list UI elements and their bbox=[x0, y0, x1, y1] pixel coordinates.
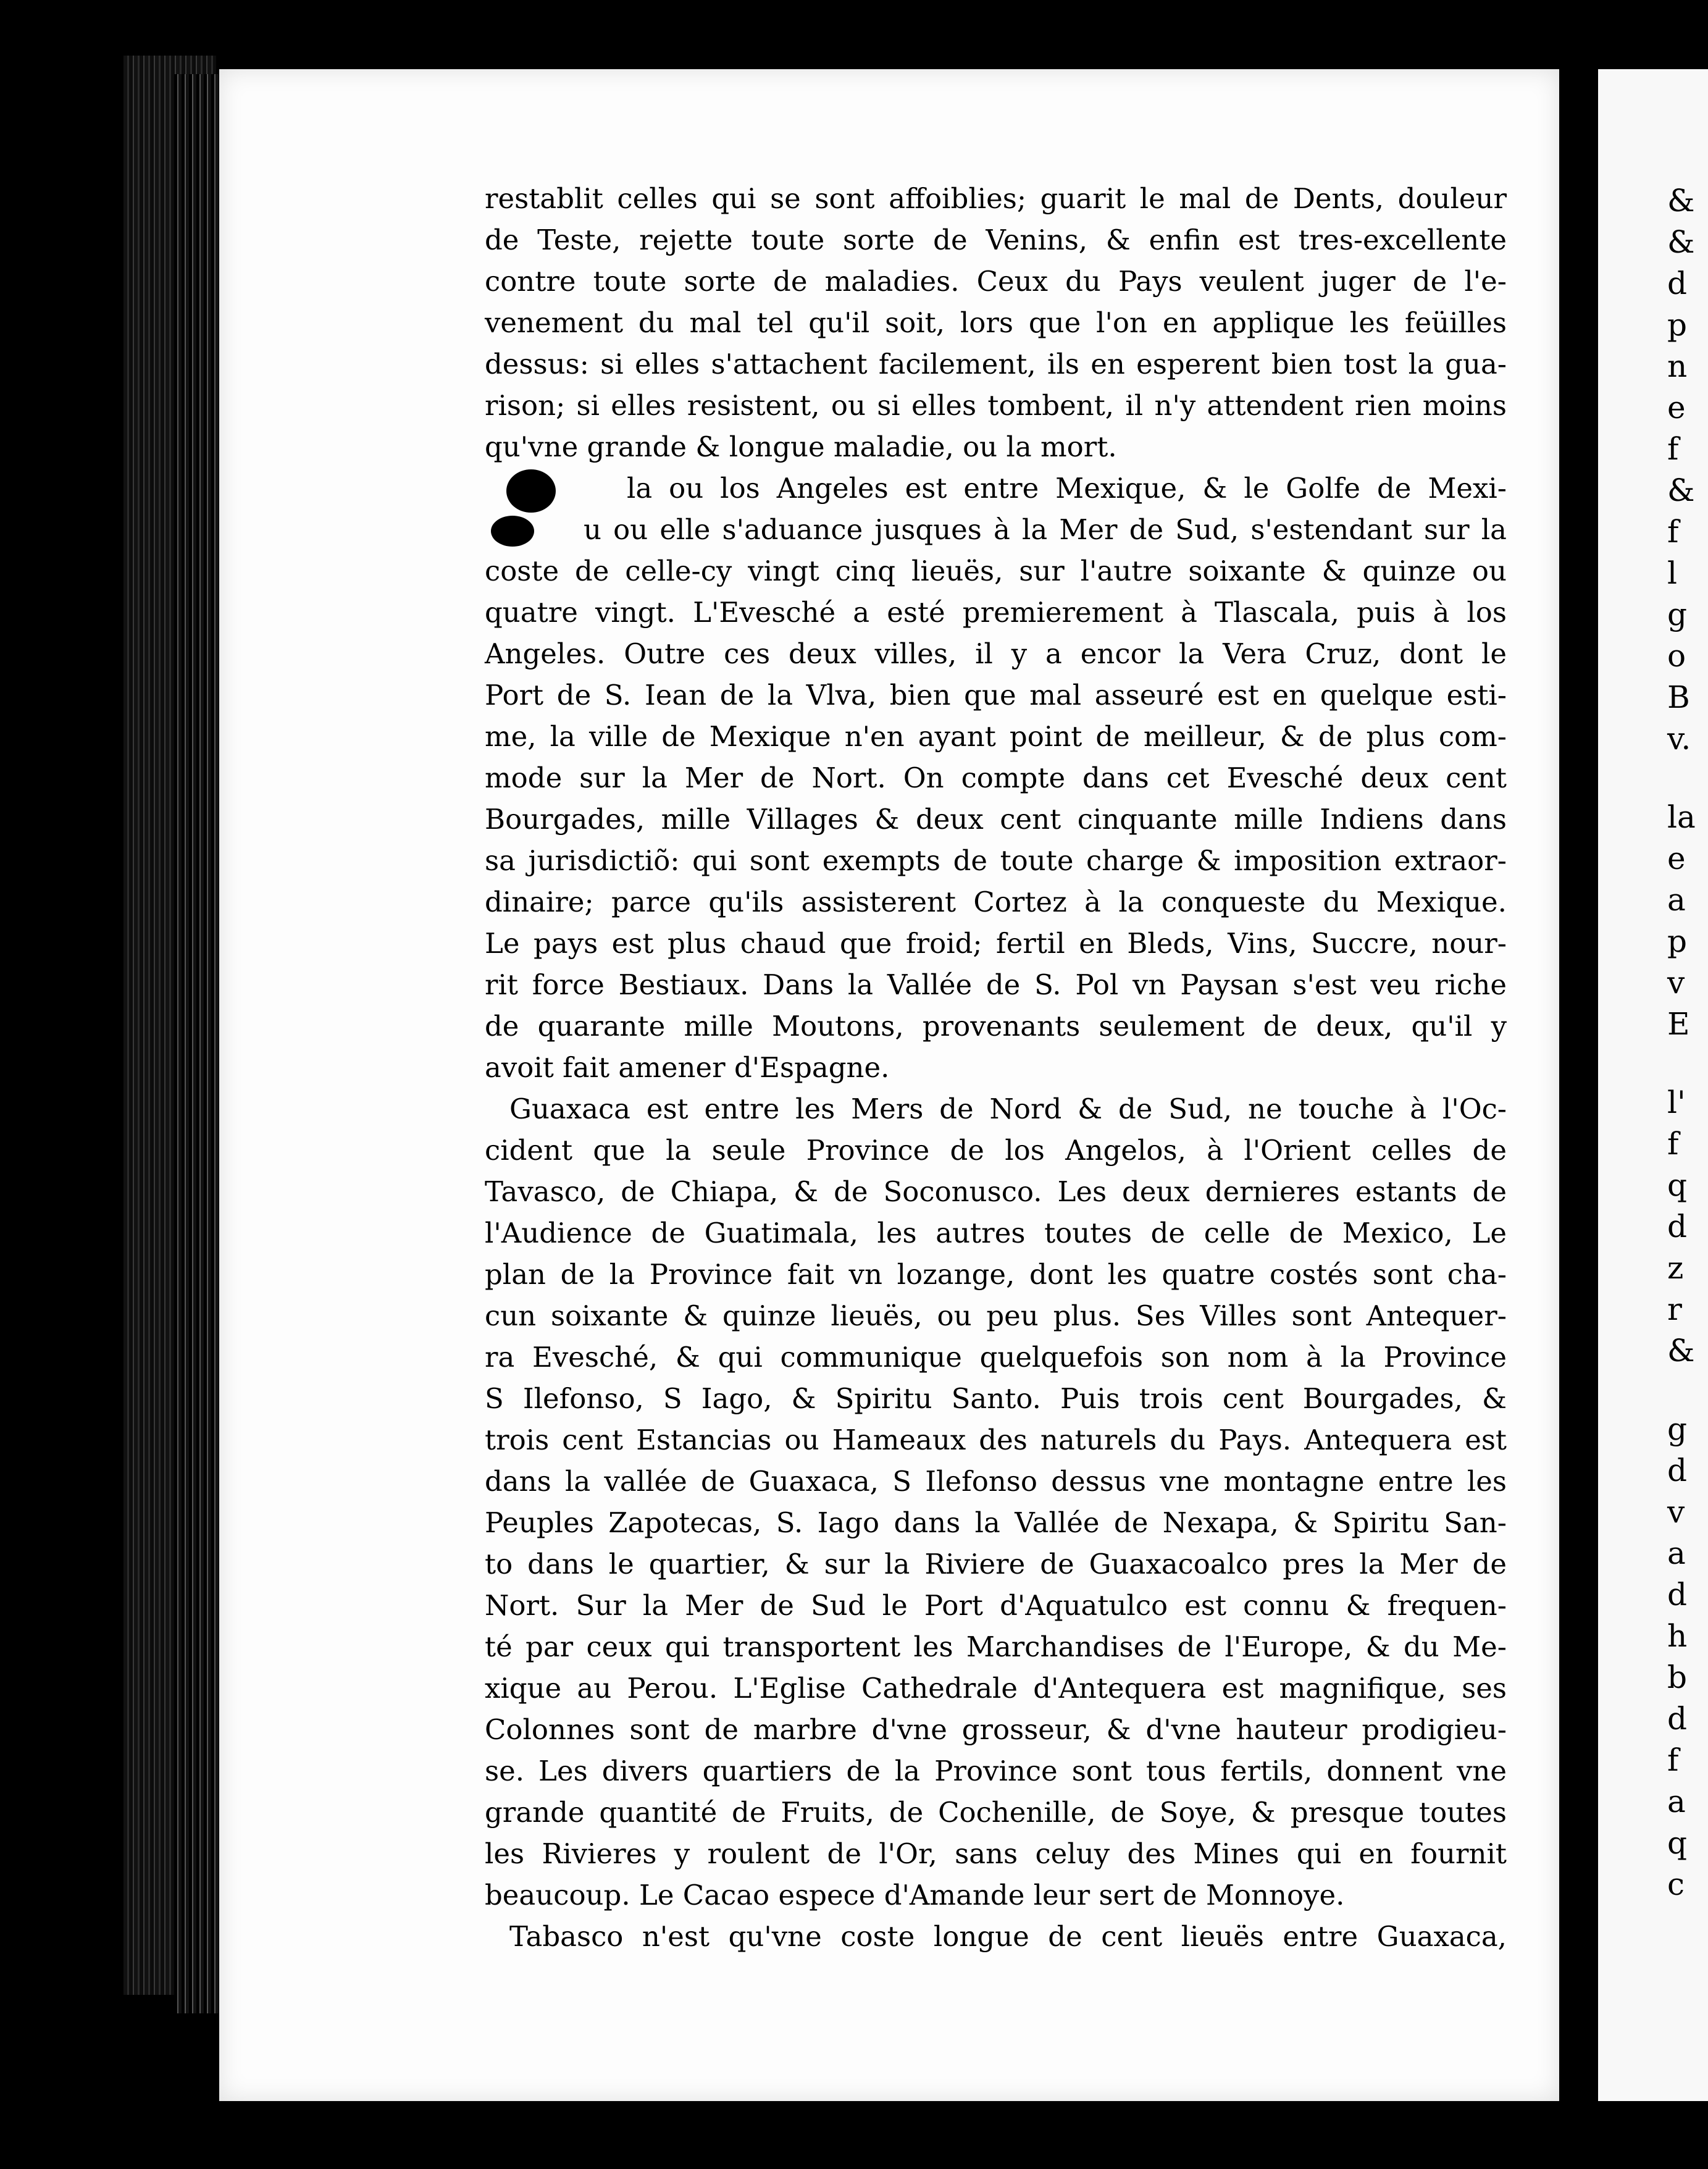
facing-page-fragment: q bbox=[1667, 1167, 1688, 1203]
facing-page-fragment: f bbox=[1667, 431, 1679, 467]
facing-page-fragment: a bbox=[1667, 882, 1686, 918]
text-line: Peuples Zapotecas, S. Iago dans la Vallée de Nexapa, & Spiritu San- bbox=[485, 1506, 1507, 1539]
facing-page-fragment: h bbox=[1667, 1618, 1688, 1654]
facing-page-fragment: l bbox=[1667, 555, 1677, 591]
text-line: qu'vne grande & longue maladie, ou la mort. bbox=[485, 430, 1117, 463]
facing-page-fragment: & bbox=[1667, 472, 1695, 508]
text-line: u ou elle s'aduance jusques à la Mer de Sud, s'estendant sur la bbox=[584, 513, 1507, 546]
facing-page-fragment: e bbox=[1667, 841, 1686, 876]
facing-page-fragment: & bbox=[1667, 1333, 1695, 1369]
text-line: Colonnes sont de marbre d'vne grosseur, & d'vne hauteur prodigieu- bbox=[485, 1713, 1507, 1746]
facing-page-fragment: p bbox=[1667, 923, 1688, 959]
text-line: Tabasco n'est qu'vne coste longue de cent lieuës entre Guaxaca, bbox=[509, 1920, 1507, 1953]
facing-page-fragment: g bbox=[1667, 597, 1688, 632]
text-line: dans la vallée de Guaxaca, S Ilefonso dessus vne montagne entre les bbox=[485, 1465, 1507, 1498]
facing-page-fragment: d bbox=[1667, 1701, 1688, 1737]
facing-page-fragment: v bbox=[1667, 1494, 1685, 1530]
text-line: coste de celle-cy vingt cinq lieuës, sur l'autre soixante & quinze ou bbox=[485, 555, 1507, 587]
text-line: Port de S. Iean de la Vlva, bien que mal asseuré est en quelque esti- bbox=[485, 679, 1507, 711]
text-line: plan de la Province fait vn lozange, dont les quatre costés sont cha- bbox=[485, 1258, 1507, 1291]
facing-page-fragment: & bbox=[1667, 183, 1695, 219]
facing-page-fragment: B bbox=[1667, 679, 1690, 715]
facing-page bbox=[1598, 69, 1708, 2101]
page-stack-edge bbox=[174, 74, 224, 2013]
text-line: ra Evesché, & qui communique quelquefois son nom à la Province bbox=[485, 1341, 1507, 1374]
facing-page-fragment: la bbox=[1667, 799, 1696, 835]
text-line: l'Audience de Guatimala, les autres toutes de celle de Mexico, Le bbox=[485, 1217, 1507, 1249]
text-line: les Rivieres y roulent de l'Or, sans celuy des Mines qui en fournit bbox=[485, 1837, 1507, 1870]
text-line: té par ceux qui transportent les Marchandises de l'Europe, & du Me- bbox=[485, 1630, 1507, 1663]
text-line: Guaxaca est entre les Mers de Nord & de Sud, ne touche à l'Oc- bbox=[509, 1093, 1507, 1125]
text-line: venement du mal tel qu'il soit, lors que l'on en applique les feüilles bbox=[485, 306, 1507, 339]
facing-page-fragment: n bbox=[1667, 348, 1688, 384]
facing-page-fragment: d bbox=[1667, 266, 1688, 301]
facing-page-fragment: r bbox=[1667, 1291, 1682, 1327]
facing-page-fragment: v. bbox=[1667, 721, 1691, 757]
text-line: cun soixante & quinze lieuës, ou peu plus. Ses Villes sont Antequer- bbox=[485, 1299, 1507, 1332]
facing-page-fragment: f bbox=[1667, 514, 1679, 550]
text-line: grande quantité de Fruits, de Cochenille, de Soye, & presque toutes bbox=[485, 1796, 1507, 1829]
text-line: quatre vingt. L'Evesché a esté premierement à Tlascala, puis à los bbox=[485, 596, 1507, 629]
text-line: to dans le quartier, & sur la Riviere de Guaxacoalco pres la Mer de bbox=[485, 1548, 1507, 1580]
facing-page-fragment: d bbox=[1667, 1209, 1688, 1244]
text-line: avoit fait amener d'Espagne. bbox=[485, 1051, 890, 1084]
text-line: rit force Bestiaux. Dans la Vallée de S. Pol vn Paysan s'est veu riche bbox=[485, 968, 1507, 1001]
facing-page-fragment: a bbox=[1667, 1535, 1686, 1571]
facing-page-fragment: a bbox=[1667, 1784, 1686, 1819]
text-line: dessus: si elles s'attachent facilement, ils en esperent bien tost la gua- bbox=[485, 348, 1507, 380]
text-line: Tavasco, de Chiapa, & de Soconusco. Les deux dernieres estants de bbox=[485, 1175, 1507, 1208]
facing-page-fragment: b bbox=[1667, 1659, 1688, 1695]
text-line: S Ilefonso, S Iago, & Spiritu Santo. Puis trois cent Bourgades, & bbox=[485, 1382, 1507, 1415]
body-text bbox=[485, 178, 1507, 1957]
text-line: trois cent Estancias ou Hameaux des naturels du Pays. Antequera est bbox=[485, 1424, 1507, 1456]
text-line: se. Les divers quartiers de la Province sont tous fertils, donnent vne bbox=[485, 1755, 1507, 1787]
text-line: contre toute sorte de maladies. Ceux du Pays veulent juger de l'e- bbox=[485, 265, 1507, 298]
facing-page-fragment: q bbox=[1667, 1825, 1688, 1861]
text-line: cident que la seule Province de los Angelos, à l'Orient celles de bbox=[485, 1134, 1507, 1167]
text-line: dinaire; parce qu'ils assisterent Cortez à la conqueste du Mexique. bbox=[485, 886, 1507, 918]
facing-page-fragment: d bbox=[1667, 1577, 1688, 1613]
text-line: beaucoup. Le Cacao espece d'Amande leur sert de Monnoye. bbox=[485, 1879, 1345, 1911]
facing-page-fragment: d bbox=[1667, 1453, 1688, 1488]
facing-page-fragment: e bbox=[1667, 390, 1686, 426]
text-line: Le pays est plus chaud que froid; fertil en Bleds, Vins, Succre, nour- bbox=[485, 927, 1507, 960]
text-line: mode sur la Mer de Nort. On compte dans cet Evesché deux cent bbox=[485, 761, 1507, 794]
facing-page-fragment: v bbox=[1667, 965, 1685, 1001]
text-line: de Teste, rejette toute sorte de Venins, & enfin est tres-excellente bbox=[485, 224, 1507, 256]
text-line: Bourgades, mille Villages & deux cent cinquante mille Indiens dans bbox=[485, 803, 1507, 836]
text-line: de quarante mille Moutons, provenants seulement de deux, qu'il y bbox=[485, 1010, 1507, 1043]
text-line: me, la ville de Mexique n'en ayant point de meilleur, & de plus com- bbox=[485, 720, 1507, 753]
text-line: la ou los Angeles est entre Mexique, & le Golfe de Mexi- bbox=[627, 472, 1507, 505]
text-line: restablit celles qui se sont affoiblies; guarit le mal de Dents, douleur bbox=[485, 182, 1507, 215]
facing-page-fragment: & bbox=[1667, 224, 1695, 260]
facing-page-fragment: f bbox=[1667, 1126, 1679, 1162]
facing-page-fragment: z bbox=[1667, 1250, 1684, 1286]
facing-page-fragment: p bbox=[1667, 307, 1688, 343]
text-line: sa jurisdictiõ: qui sont exempts de toute charge & imposition extraor- bbox=[485, 844, 1507, 877]
facing-page-fragment: l' bbox=[1667, 1084, 1686, 1120]
text-line: rison; si elles resistent, ou si elles tombent, il n'y attendent rien moins bbox=[485, 389, 1507, 422]
facing-page-fragment: o bbox=[1667, 638, 1686, 674]
text-line: Angeles. Outre ces deux villes, il y a encor la Vera Cruz, dont le bbox=[485, 637, 1507, 670]
facing-page-fragment: g bbox=[1667, 1411, 1688, 1447]
text-line: xique au Perou. L'Eglise Cathedrale d'Antequera est magnifique, ses bbox=[485, 1672, 1507, 1705]
text-line: Nort. Sur la Mer de Sud le Port d'Aquatulco est connu & frequen- bbox=[485, 1589, 1507, 1622]
facing-page-fragment: E bbox=[1667, 1006, 1690, 1042]
facing-page-fragment: c bbox=[1667, 1866, 1685, 1902]
facing-page-fragment: f bbox=[1667, 1742, 1679, 1778]
gutter-shadow bbox=[1581, 69, 1593, 2101]
